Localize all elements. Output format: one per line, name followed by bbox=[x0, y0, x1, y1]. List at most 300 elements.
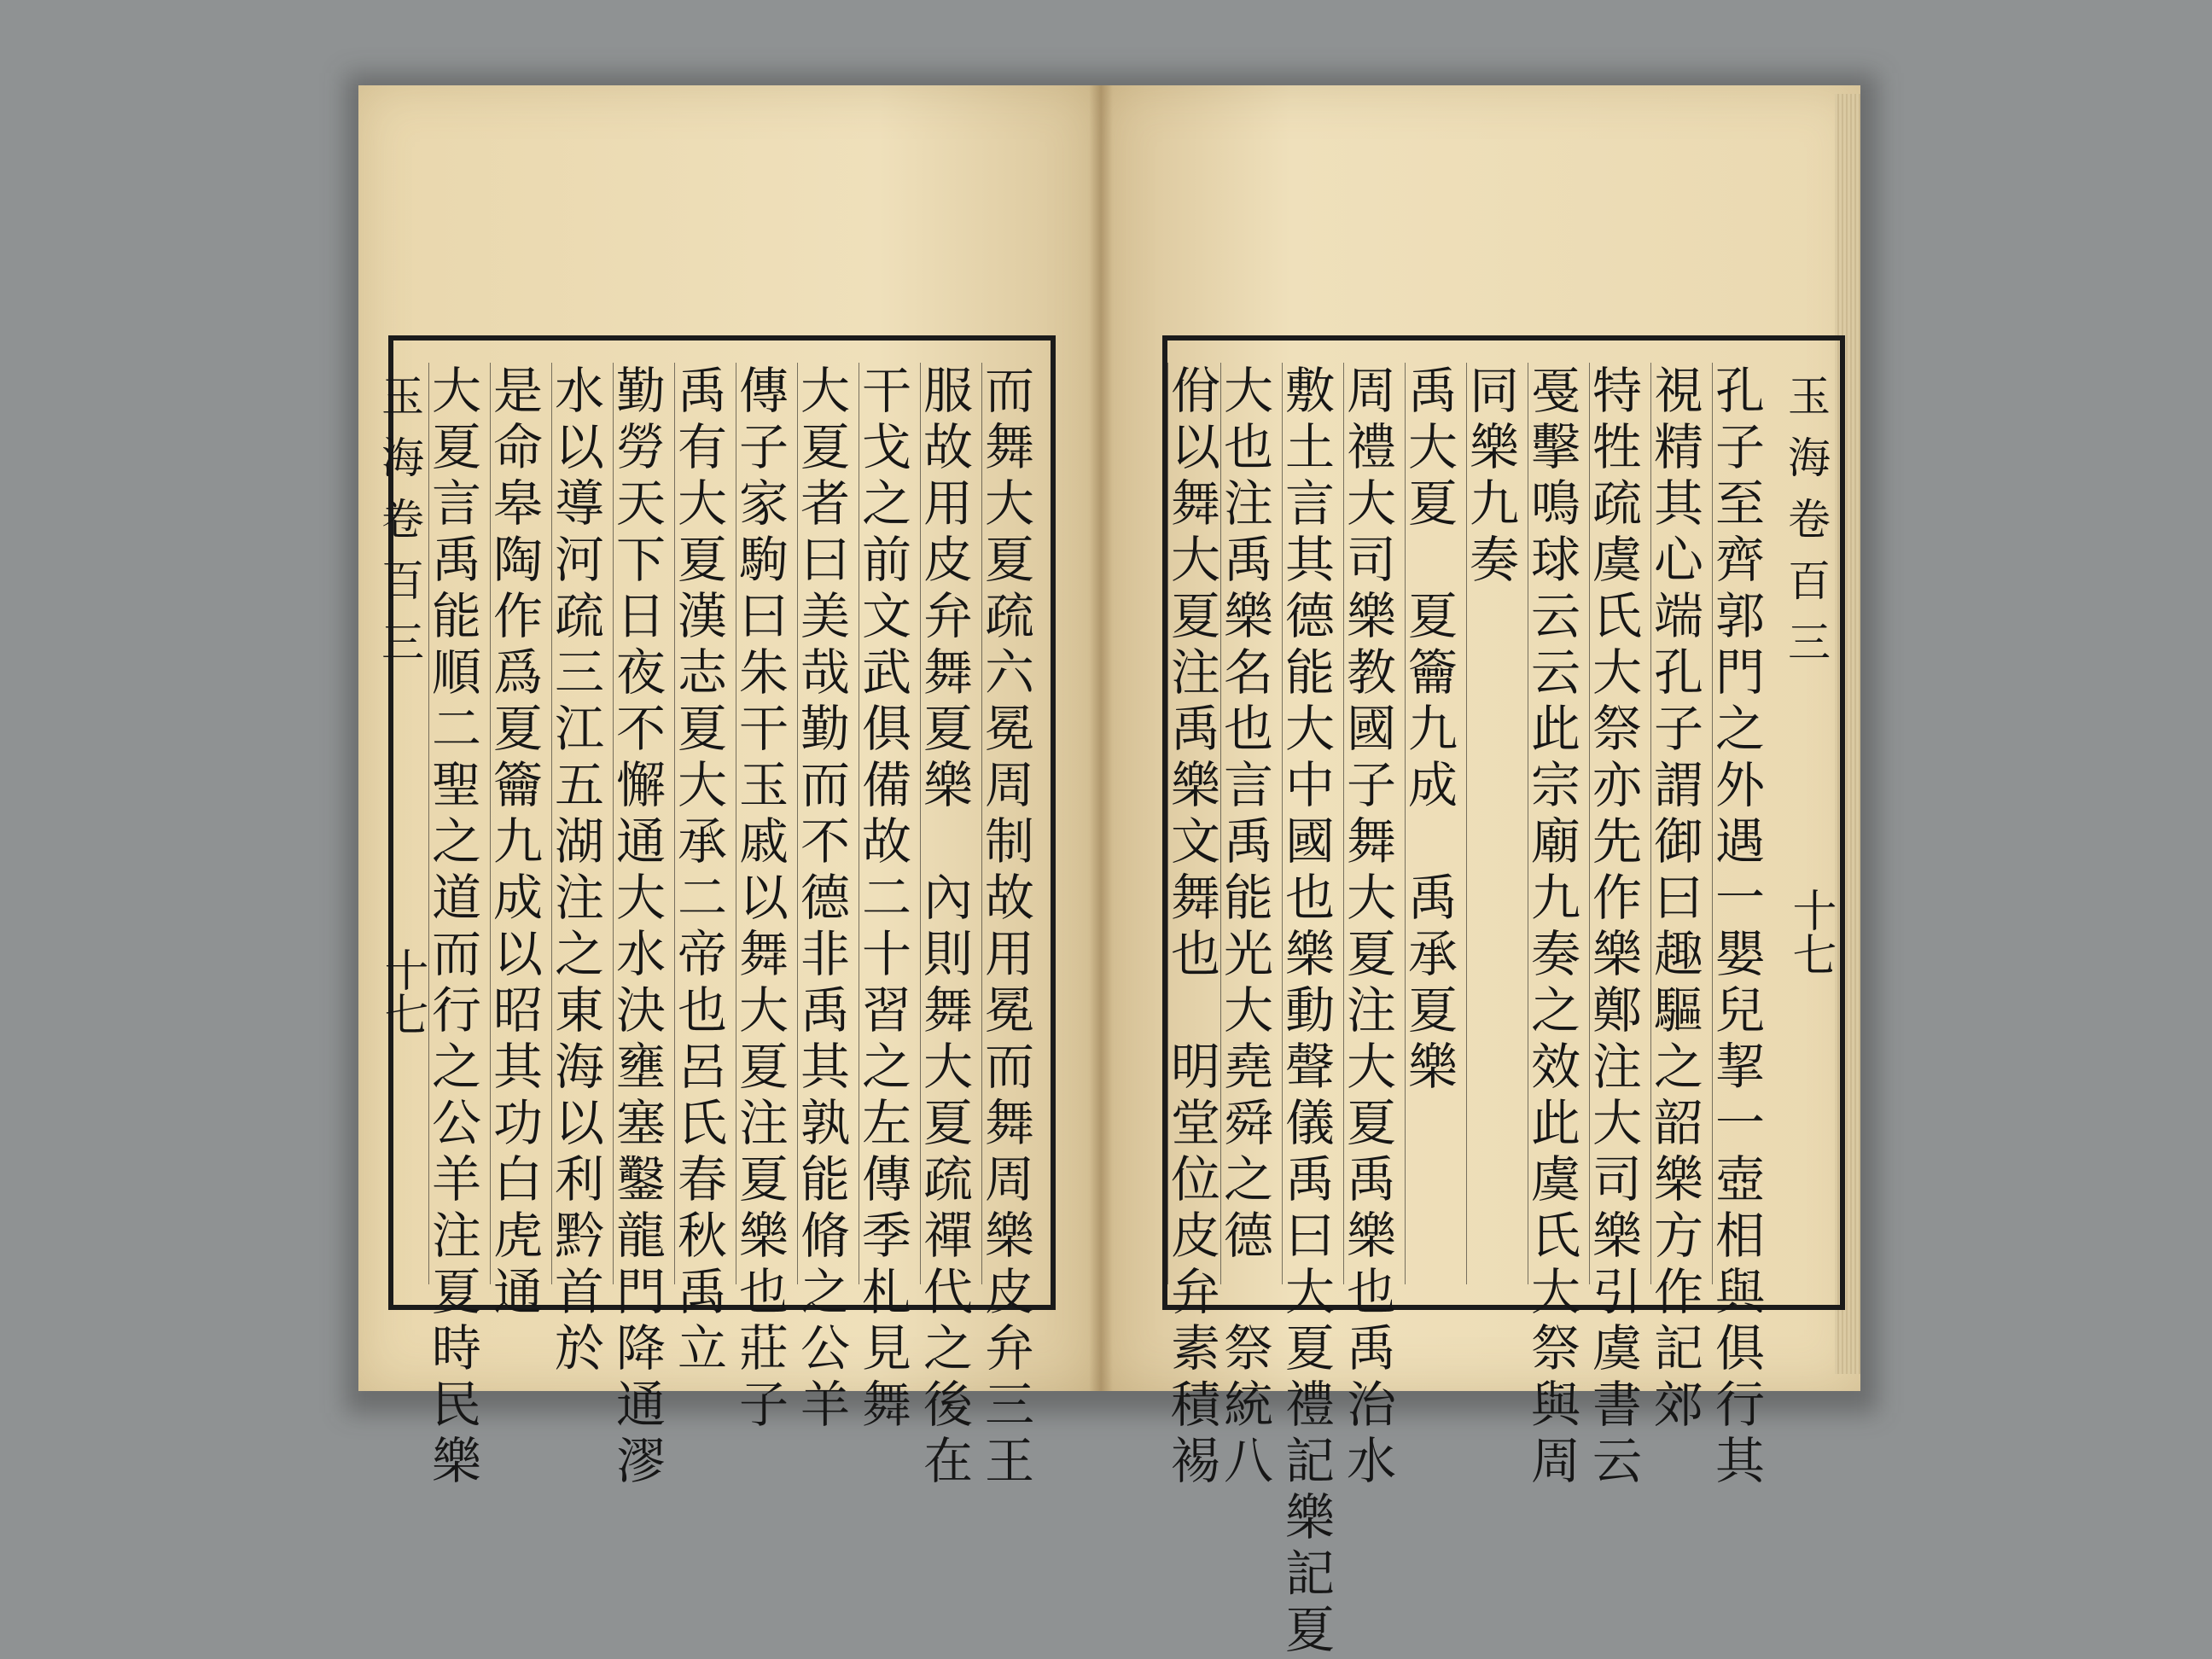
glyph: 方 bbox=[1653, 1207, 1703, 1265]
glyph: 二 bbox=[677, 869, 727, 927]
glyph: 也 bbox=[677, 981, 727, 1039]
glyph: 之 bbox=[431, 1038, 481, 1096]
glyph: 夏 bbox=[1407, 981, 1458, 1039]
glyph: 冕 bbox=[984, 700, 1034, 758]
glyph: 舞 bbox=[923, 643, 973, 701]
glyph: 之 bbox=[861, 1038, 911, 1096]
glyph: 司 bbox=[1592, 1150, 1642, 1208]
glyph: 制 bbox=[984, 812, 1034, 870]
glyph: 曰 bbox=[1284, 1207, 1335, 1265]
glyph: 六 bbox=[984, 643, 1034, 701]
glyph: 統 bbox=[1223, 1376, 1273, 1434]
glyph: 夏 bbox=[1346, 925, 1396, 983]
glyph: 樂 bbox=[1653, 1150, 1703, 1208]
glyph: 曰 bbox=[1653, 869, 1703, 927]
glyph: 儀 bbox=[1284, 1094, 1335, 1152]
glyph: 擊 bbox=[1530, 418, 1580, 476]
glyph: 不 bbox=[800, 812, 850, 870]
left-margin-title bbox=[375, 363, 430, 1284]
glyph: 三 bbox=[1788, 618, 1831, 667]
glyph: 八 bbox=[1223, 1432, 1273, 1490]
glyph: 水 bbox=[554, 362, 604, 420]
glyph: 樂 bbox=[1592, 925, 1642, 983]
glyph: 夏 bbox=[1407, 587, 1458, 645]
right-column-8 bbox=[1282, 362, 1337, 1659]
glyph: 黔 bbox=[554, 1207, 604, 1265]
glyph: 百 bbox=[1788, 556, 1831, 606]
glyph: 通 bbox=[492, 1263, 543, 1321]
glyph: 其 bbox=[1714, 1432, 1765, 1490]
glyph: 而 bbox=[984, 362, 1034, 420]
glyph: 大 bbox=[1592, 643, 1642, 701]
glyph: 爲 bbox=[492, 643, 543, 701]
right-column-2 bbox=[1650, 362, 1706, 1434]
glyph: 虞 bbox=[1530, 1150, 1580, 1208]
glyph: 籥 bbox=[1407, 643, 1458, 701]
glyph: 教 bbox=[1346, 643, 1396, 701]
glyph: 皮 bbox=[984, 1263, 1034, 1321]
glyph: 門 bbox=[1714, 643, 1765, 701]
glyph: 記 bbox=[1653, 1319, 1703, 1377]
glyph: 則 bbox=[923, 925, 973, 983]
glyph: 夏 bbox=[923, 1094, 973, 1152]
book-spine bbox=[1089, 85, 1113, 1391]
glyph: 堯 bbox=[1223, 1038, 1273, 1096]
glyph: 子 bbox=[1653, 700, 1703, 758]
glyph: 服 bbox=[923, 362, 973, 420]
glyph: 祭 bbox=[1592, 700, 1642, 758]
glyph: 東 bbox=[554, 981, 604, 1039]
glyph: 樂 bbox=[738, 1207, 789, 1265]
glyph: 而 bbox=[984, 1038, 1034, 1096]
glyph: 周 bbox=[1346, 362, 1396, 420]
glyph: 大 bbox=[1346, 1038, 1396, 1096]
glyph: 水 bbox=[1346, 1432, 1396, 1490]
glyph: 鳴 bbox=[1530, 474, 1580, 533]
glyph: 舞 bbox=[1346, 812, 1396, 870]
glyph: 其 bbox=[1284, 531, 1335, 589]
glyph: 禹 bbox=[1284, 1150, 1335, 1208]
left-column-5 bbox=[736, 362, 791, 1434]
glyph: 周 bbox=[984, 1150, 1034, 1208]
glyph: 江 bbox=[554, 700, 604, 758]
glyph: 位 bbox=[1170, 1150, 1220, 1208]
glyph: 脩 bbox=[800, 1207, 850, 1265]
glyph: 云 bbox=[1530, 587, 1580, 645]
glyph: 朱 bbox=[738, 643, 789, 701]
glyph: 弁 bbox=[923, 587, 973, 645]
glyph: 大 bbox=[1346, 869, 1396, 927]
glyph: 之 bbox=[861, 474, 911, 533]
glyph: 與 bbox=[1530, 1376, 1580, 1434]
glyph: 一 bbox=[1714, 869, 1765, 927]
glyph: 舞 bbox=[984, 418, 1034, 476]
glyph: 之 bbox=[1714, 700, 1765, 758]
glyph: 也 bbox=[1346, 1263, 1396, 1321]
glyph: 門 bbox=[615, 1263, 666, 1321]
glyph: 其 bbox=[1653, 474, 1703, 533]
glyph: 樂 bbox=[1284, 925, 1335, 983]
glyph: 五 bbox=[554, 756, 604, 814]
glyph: 故 bbox=[861, 812, 911, 870]
glyph: 干 bbox=[738, 700, 789, 758]
glyph: 十 bbox=[861, 925, 911, 983]
glyph: 夏 bbox=[923, 700, 973, 758]
right-column-3 bbox=[1589, 362, 1644, 1490]
glyph: 齊 bbox=[1714, 531, 1765, 589]
glyph: 後 bbox=[923, 1376, 973, 1434]
glyph: 疏 bbox=[984, 587, 1034, 645]
glyph: 一 bbox=[1714, 1094, 1765, 1152]
glyph: 羊 bbox=[800, 1376, 850, 1434]
glyph: 三 bbox=[554, 643, 604, 701]
glyph bbox=[1406, 813, 1460, 870]
glyph: 大 bbox=[1284, 1263, 1335, 1321]
glyph: 樂 bbox=[984, 1207, 1034, 1265]
glyph: 廟 bbox=[1530, 812, 1580, 870]
glyph: 治 bbox=[1346, 1376, 1396, 1434]
glyph: 而 bbox=[800, 756, 850, 814]
glyph: 夏 bbox=[1346, 1094, 1396, 1152]
glyph: 以 bbox=[1170, 418, 1220, 476]
glyph: 至 bbox=[1714, 474, 1765, 533]
glyph: 嬰 bbox=[1714, 925, 1765, 983]
glyph: 勞 bbox=[615, 418, 666, 476]
glyph: 陶 bbox=[492, 531, 543, 589]
glyph: 亦 bbox=[1592, 756, 1642, 814]
glyph: 以 bbox=[554, 418, 604, 476]
glyph: 戈 bbox=[861, 418, 911, 476]
glyph: 禹 bbox=[1407, 869, 1458, 927]
right-column-4 bbox=[1528, 362, 1583, 1490]
glyph: 行 bbox=[431, 981, 481, 1039]
glyph: 大 bbox=[1407, 418, 1458, 476]
glyph: 大 bbox=[677, 756, 727, 814]
glyph: 有 bbox=[677, 418, 727, 476]
glyph: 樂 bbox=[1346, 587, 1396, 645]
glyph: 國 bbox=[1346, 700, 1396, 758]
glyph: 樂 bbox=[1592, 1207, 1642, 1265]
glyph: 莊 bbox=[738, 1319, 789, 1377]
glyph: 季 bbox=[861, 1207, 911, 1265]
glyph: 玉 bbox=[1788, 372, 1831, 422]
glyph: 德 bbox=[1223, 1207, 1273, 1265]
right-margin-title-text bbox=[1788, 363, 1831, 670]
right-margin-title bbox=[1782, 363, 1837, 1284]
left-margin-title-text bbox=[381, 363, 424, 670]
glyph: 時 bbox=[431, 1319, 481, 1377]
glyph: 相 bbox=[1714, 1207, 1765, 1265]
glyph: 書 bbox=[1592, 1376, 1642, 1434]
glyph: 遇 bbox=[1714, 812, 1765, 870]
glyph: 視 bbox=[1653, 362, 1703, 420]
glyph: 宗 bbox=[1530, 756, 1580, 814]
glyph: 海 bbox=[381, 434, 424, 483]
glyph: 謂 bbox=[1653, 756, 1703, 814]
glyph: 行 bbox=[1714, 1376, 1765, 1434]
glyph: 河 bbox=[554, 531, 604, 589]
glyph: 也 bbox=[1284, 869, 1335, 927]
glyph: 懈 bbox=[615, 756, 666, 814]
glyph: 能 bbox=[1284, 643, 1335, 701]
glyph: 皋 bbox=[492, 474, 543, 533]
glyph: 夏 bbox=[1284, 1319, 1335, 1377]
glyph: 云 bbox=[1592, 1432, 1642, 1490]
glyph: 大 bbox=[1223, 362, 1273, 420]
left-column-6 bbox=[674, 362, 730, 1377]
glyph: 駒 bbox=[738, 531, 789, 589]
glyph bbox=[1221, 1264, 1276, 1320]
glyph: 大 bbox=[984, 474, 1034, 533]
glyph: 樂 bbox=[1407, 1038, 1458, 1096]
glyph: 明 bbox=[1170, 1038, 1220, 1096]
glyph: 端 bbox=[1653, 587, 1703, 645]
glyph: 其 bbox=[800, 1038, 850, 1096]
glyph: 春 bbox=[677, 1150, 727, 1208]
glyph: 疏 bbox=[923, 1150, 973, 1208]
glyph: 樂 bbox=[431, 1432, 481, 1490]
glyph: 夏 bbox=[677, 531, 727, 589]
glyph: 與 bbox=[1714, 1263, 1765, 1321]
glyph: 此 bbox=[1530, 1094, 1580, 1152]
glyph: 兒 bbox=[1714, 981, 1765, 1039]
glyph: 樂 bbox=[1284, 1488, 1335, 1546]
glyph: 大 bbox=[1530, 1263, 1580, 1321]
glyph: 傳 bbox=[861, 1150, 911, 1208]
glyph: 弁 bbox=[984, 1319, 1034, 1377]
left-column-2 bbox=[920, 362, 975, 1490]
glyph: 外 bbox=[1714, 756, 1765, 814]
glyph: 大 bbox=[1284, 700, 1335, 758]
glyph: 於 bbox=[554, 1319, 604, 1377]
glyph: 疏 bbox=[1592, 474, 1642, 533]
glyph: 注 bbox=[431, 1207, 481, 1265]
glyph: 壺 bbox=[1714, 1150, 1765, 1208]
glyph: 海 bbox=[1788, 434, 1831, 483]
right-column-10 bbox=[1167, 362, 1223, 1490]
glyph: 氏 bbox=[1530, 1207, 1580, 1265]
glyph: 羊 bbox=[431, 1150, 481, 1208]
glyph: 球 bbox=[1530, 531, 1580, 589]
glyph: 大 bbox=[800, 362, 850, 420]
glyph: 前 bbox=[861, 531, 911, 589]
glyph: 札 bbox=[861, 1263, 911, 1321]
glyph: 秋 bbox=[677, 1207, 727, 1265]
glyph: 曰 bbox=[800, 531, 850, 589]
glyph: 之 bbox=[554, 925, 604, 983]
glyph: 見 bbox=[861, 1319, 911, 1377]
glyph: 之 bbox=[1653, 1038, 1703, 1096]
glyph: 舞 bbox=[1170, 474, 1220, 533]
glyph: 積 bbox=[1170, 1376, 1220, 1434]
glyph: 夜 bbox=[615, 643, 666, 701]
left-column-3 bbox=[859, 362, 914, 1434]
glyph: 記 bbox=[1284, 1432, 1335, 1490]
glyph: 備 bbox=[861, 756, 911, 814]
glyph: 作 bbox=[1592, 869, 1642, 927]
glyph: 導 bbox=[554, 474, 604, 533]
glyph: 禹 bbox=[800, 981, 850, 1039]
glyph: 道 bbox=[431, 869, 481, 927]
glyph: 承 bbox=[1407, 925, 1458, 983]
glyph: 禹 bbox=[1223, 531, 1273, 589]
glyph: 之 bbox=[1530, 981, 1580, 1039]
glyph: 祭 bbox=[1530, 1319, 1580, 1377]
glyph: 王 bbox=[984, 1432, 1034, 1490]
glyph: 注 bbox=[1170, 643, 1220, 701]
glyph: 玉 bbox=[738, 756, 789, 814]
glyph: 左 bbox=[861, 1094, 911, 1152]
glyph: 公 bbox=[800, 1319, 850, 1377]
glyph: 禮 bbox=[1346, 418, 1396, 476]
glyph: 特 bbox=[1592, 362, 1642, 420]
glyph: 二 bbox=[431, 700, 481, 758]
glyph: 樂 bbox=[1469, 418, 1519, 476]
glyph: 孔 bbox=[1653, 643, 1703, 701]
glyph: 鑿 bbox=[615, 1150, 666, 1208]
glyph: 言 bbox=[1223, 756, 1273, 814]
glyph: 海 bbox=[554, 1038, 604, 1096]
left-column-4 bbox=[797, 362, 853, 1434]
glyph: 也 bbox=[738, 1263, 789, 1321]
glyph: 虎 bbox=[492, 1207, 543, 1265]
left-column-8 bbox=[551, 362, 607, 1377]
glyph: 俱 bbox=[1714, 1319, 1765, 1377]
glyph: 不 bbox=[615, 700, 666, 758]
glyph: 漢 bbox=[677, 587, 727, 645]
glyph: 漻 bbox=[615, 1432, 666, 1490]
glyph: 習 bbox=[861, 981, 911, 1039]
glyph: 降 bbox=[615, 1319, 666, 1377]
glyph: 牲 bbox=[1592, 418, 1642, 476]
glyph: 故 bbox=[984, 869, 1034, 927]
glyph: 以 bbox=[554, 1094, 604, 1152]
glyph: 夏 bbox=[738, 1038, 789, 1096]
glyph: 樂 bbox=[1223, 587, 1273, 645]
glyph: 禹 bbox=[1223, 812, 1273, 870]
glyph: 用 bbox=[984, 925, 1034, 983]
glyph: 氏 bbox=[1592, 587, 1642, 645]
glyph: 大 bbox=[738, 981, 789, 1039]
glyph: 大 bbox=[615, 869, 666, 927]
glyph: 能 bbox=[431, 587, 481, 645]
glyph: 舞 bbox=[738, 925, 789, 983]
glyph: 引 bbox=[1592, 1263, 1642, 1321]
glyph: 用 bbox=[923, 474, 973, 533]
glyph: 奏 bbox=[1530, 925, 1580, 983]
glyph: 勤 bbox=[615, 362, 666, 420]
glyph: 佾 bbox=[1170, 362, 1220, 420]
glyph: 首 bbox=[554, 1263, 604, 1321]
glyph: 命 bbox=[492, 418, 543, 476]
glyph: 夏 bbox=[738, 1150, 789, 1208]
glyph: 子 bbox=[738, 418, 789, 476]
glyph: 虞 bbox=[1592, 1319, 1642, 1377]
glyph: 也 bbox=[1223, 700, 1273, 758]
glyph: 記 bbox=[1284, 1545, 1335, 1603]
glyph: 大 bbox=[1346, 474, 1396, 533]
glyph: 氏 bbox=[677, 1094, 727, 1152]
glyph bbox=[1168, 982, 1223, 1039]
glyph: 注 bbox=[738, 1094, 789, 1152]
glyph: 言 bbox=[1284, 474, 1335, 533]
glyph bbox=[921, 813, 975, 870]
glyph: 傳 bbox=[738, 362, 789, 420]
glyph: 故 bbox=[923, 418, 973, 476]
right-column-9 bbox=[1220, 362, 1276, 1490]
glyph: 塞 bbox=[615, 1094, 666, 1152]
glyph: 效 bbox=[1530, 1038, 1580, 1096]
glyph: 三 bbox=[381, 618, 424, 667]
glyph: 下 bbox=[615, 531, 666, 589]
glyph: 禹 bbox=[677, 1263, 727, 1321]
glyph: 禹 bbox=[677, 362, 727, 420]
glyph: 德 bbox=[1284, 587, 1335, 645]
glyph: 籥 bbox=[492, 756, 543, 814]
glyph: 武 bbox=[861, 643, 911, 701]
glyph: 禹 bbox=[1346, 1319, 1396, 1377]
glyph: 夏 bbox=[800, 418, 850, 476]
glyph: 精 bbox=[1653, 418, 1703, 476]
glyph: 九 bbox=[1469, 474, 1519, 533]
glyph: 也 bbox=[1170, 925, 1220, 983]
glyph: 夏 bbox=[431, 1263, 481, 1321]
glyph: 舞 bbox=[984, 1094, 1034, 1152]
glyph: 禹 bbox=[1346, 1150, 1396, 1208]
right-column-7 bbox=[1343, 362, 1399, 1490]
left-column-9 bbox=[490, 362, 545, 1321]
glyph: 素 bbox=[1170, 1319, 1220, 1377]
glyph: 九 bbox=[1407, 700, 1458, 758]
glyph: 子 bbox=[738, 1376, 789, 1434]
right-column-6 bbox=[1405, 363, 1460, 1284]
glyph: 通 bbox=[615, 1376, 666, 1434]
glyph: 代 bbox=[923, 1263, 973, 1321]
glyph: 同 bbox=[1469, 362, 1519, 420]
glyph: 夏 bbox=[984, 531, 1034, 589]
glyph: 趣 bbox=[1653, 925, 1703, 983]
left-column-7 bbox=[613, 362, 668, 1490]
glyph: 注 bbox=[554, 869, 604, 927]
glyph: 夏 bbox=[677, 700, 727, 758]
glyph: 內 bbox=[923, 869, 973, 927]
glyph: 湖 bbox=[554, 812, 604, 870]
glyph: 功 bbox=[492, 1094, 543, 1152]
glyph: 挈 bbox=[1714, 1038, 1765, 1096]
glyph: 鄭 bbox=[1592, 981, 1642, 1039]
glyph: 云 bbox=[1530, 643, 1580, 701]
glyph: 龍 bbox=[615, 1207, 666, 1265]
glyph: 卷 bbox=[1788, 495, 1831, 544]
glyph: 夏 bbox=[1170, 587, 1220, 645]
glyph: 虞 bbox=[1592, 531, 1642, 589]
glyph: 禹 bbox=[1407, 362, 1458, 420]
glyph: 動 bbox=[1284, 981, 1335, 1039]
glyph: 德 bbox=[800, 869, 850, 927]
glyph: 昭 bbox=[492, 981, 543, 1039]
glyph: 郊 bbox=[1653, 1376, 1703, 1434]
glyph: 白 bbox=[492, 1150, 543, 1208]
glyph: 利 bbox=[554, 1150, 604, 1208]
glyph: 司 bbox=[1346, 531, 1396, 589]
glyph: 言 bbox=[431, 474, 481, 533]
glyph: 之 bbox=[923, 1319, 973, 1377]
glyph: 禹 bbox=[431, 531, 481, 589]
glyph: 皮 bbox=[923, 531, 973, 589]
right-column-1 bbox=[1712, 362, 1767, 1490]
glyph: 志 bbox=[677, 643, 727, 701]
glyph: 樂 bbox=[1170, 756, 1220, 814]
